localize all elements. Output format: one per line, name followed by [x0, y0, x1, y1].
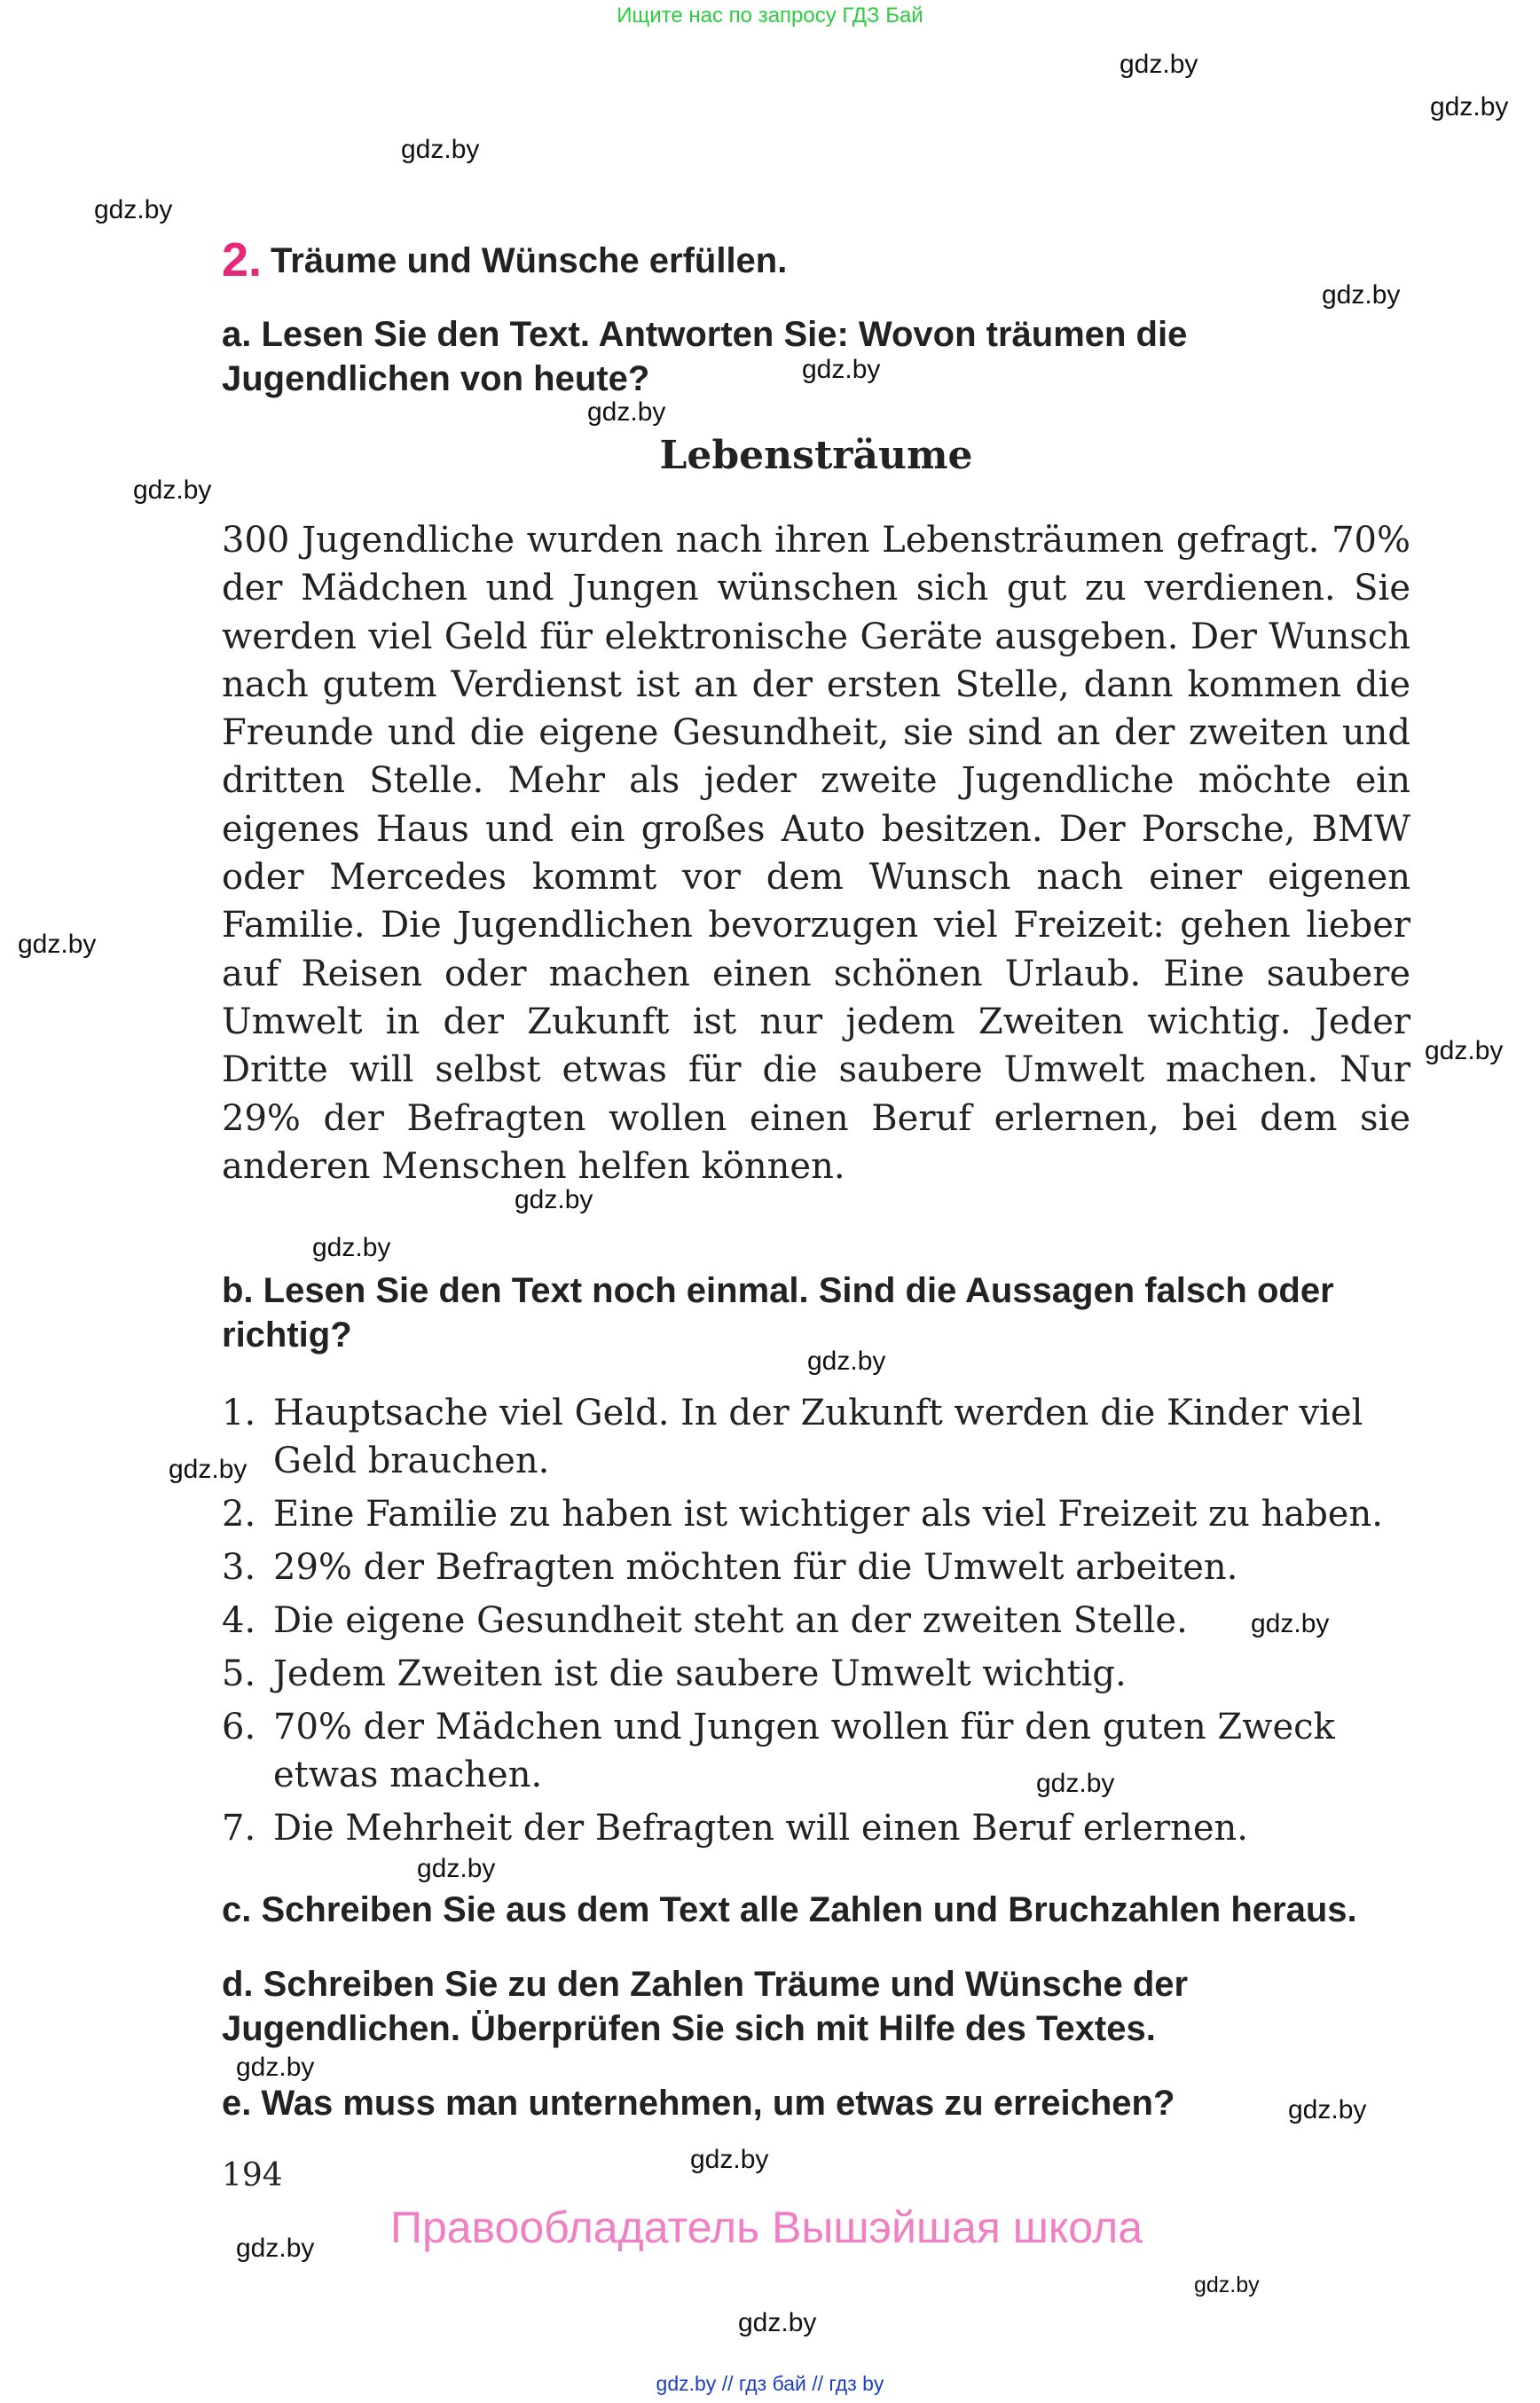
instruction-d: d. Schreiben Sie zu den Zahlen Träume und Wünsche der Jugendlichen. Überprüfen Sie sich mit Hilfe des Textes.	[222, 1965, 1189, 2048]
item-text: Die eigene Gesundheit steht an der zweiten Stelle.	[273, 1600, 1188, 1641]
watermark: gdz.by	[1194, 2273, 1260, 2297]
list-item	[222, 1804, 1410, 1852]
list-item	[222, 1490, 1410, 1538]
watermark: gdz.by	[236, 2053, 315, 2082]
watermark: gdz.by	[169, 1455, 248, 1484]
watermark: gdz.by	[1036, 1769, 1115, 1798]
item-number: 7.	[222, 1808, 256, 1849]
watermark: gdz.by	[1425, 1036, 1504, 1065]
item-text: 29% der Befragten möchten für die Umwelt arbeiten.	[273, 1547, 1238, 1588]
watermark: gdz.by	[1288, 2095, 1367, 2124]
watermark: gdz.by	[1251, 1609, 1330, 1638]
instruction-a: a. Lesen Sie den Text. Antworten Sie: Wovon träumen die Jugendlichen von heute?	[222, 315, 1188, 398]
list-item	[222, 1703, 1410, 1799]
reading-text: 300 Jugendliche wurden nach ihren Lebensträumen gefragt. 70% der Mädchen und Jungen wünschen sich gut zu verdienen. Sie werden viel Geld für elektronische Geräte ausgeben. Der Wunsch nach gutem Verdienst ist an der ersten Stelle, dann kommen die Freunde und die eigene Gesundheit, sie sind an der zweiten und dritten Stelle. Mehr als jeder zweite Jugendliche möchte ein eigenes Haus und ein großes Auto besitzen. Der Porsche, BMW oder Mercedes kommt vor dem Wunsch nach einer eigenen Familie. Die Jugendlichen bevorzugen viel Freizeit: gehen lieber auf Reisen oder machen einen schönen Urlaub. Eine saubere Umwelt in der Zukunft ist nur jedem Zweiten wichtig. Jeder Dritte will selbst etwas für die saubere Umwelt machen. Nur 29% der Befragten wollen einen Beruf erlernen, bei dem sie anderen Menschen helfen können.	[222, 520, 1410, 1187]
item-text: Die Mehrheit der Befragten will einen Beruf erlernen.	[273, 1808, 1249, 1849]
watermark: gdz.by	[515, 1185, 593, 1214]
item-text: Jedem Zweiten ist die saubere Umwelt wichtig.	[273, 1653, 1127, 1694]
copyright-holder: Правообладатель Вышэйшая школа	[390, 2203, 1143, 2252]
item-text: Eine Familie zu haben ist wichtiger als viel Freizeit zu haben.	[273, 1494, 1383, 1535]
item-number: 4.	[222, 1600, 256, 1641]
watermark: gdz.by	[802, 355, 881, 384]
text-title: Lebensträume	[659, 433, 973, 478]
bottom-links[interactable]: gdz.by // гдз бай // гдз by	[656, 2372, 884, 2395]
watermark: gdz.by	[1322, 280, 1401, 310]
item-number: 6.	[222, 1707, 256, 1747]
watermark: gdz.by	[807, 1347, 886, 1376]
task-heading	[222, 229, 788, 287]
item-number: 3.	[222, 1547, 256, 1588]
instruction-b: b. Lesen Sie den Text noch einmal. Sind die Aussagen falsch oder richtig?	[222, 1271, 1334, 1355]
task-title: Träume und Wünsche erfüllen.	[271, 241, 788, 280]
list-item	[222, 1543, 1410, 1591]
list-item	[222, 1650, 1410, 1698]
watermark: gdz.by	[94, 195, 173, 224]
instruction-e: e. Was muss man unternehmen, um etwas zu erreichen?	[222, 2084, 1175, 2123]
watermark: gdz.by	[738, 2308, 817, 2337]
watermark: gdz.by	[417, 1854, 496, 1883]
watermark: gdz.by	[587, 397, 666, 427]
list-item	[222, 1389, 1410, 1485]
task-number: 2.	[222, 233, 263, 287]
watermark: gdz.by	[401, 135, 480, 164]
top-search-banner: Ищите нас по запросу ГДЗ Бай	[617, 4, 923, 27]
watermark: gdz.by	[1430, 92, 1509, 122]
watermark: gdz.by	[18, 930, 97, 959]
watermark: gdz.by	[236, 2234, 315, 2263]
statement-list	[222, 1389, 1410, 1857]
watermark: gdz.by	[133, 475, 212, 505]
item-number: 2.	[222, 1494, 256, 1535]
instruction-c: c. Schreiben Sie aus dem Text alle Zahlen und Bruchzahlen heraus.	[222, 1890, 1357, 1929]
item-number: 1.	[222, 1393, 256, 1433]
watermark: gdz.by	[312, 1233, 391, 1262]
page-number: 194	[222, 2157, 283, 2194]
item-text: Hauptsache viel Geld. In der Zukunft werden die Kinder viel Geld brauchen.	[273, 1393, 1363, 1481]
item-text: 70% der Mädchen und Jungen wollen für den guten Zweck etwas machen.	[273, 1707, 1335, 1795]
item-number: 5.	[222, 1653, 256, 1694]
list-item	[222, 1597, 1410, 1645]
watermark: gdz.by	[1120, 50, 1198, 79]
watermark: gdz.by	[690, 2145, 769, 2174]
